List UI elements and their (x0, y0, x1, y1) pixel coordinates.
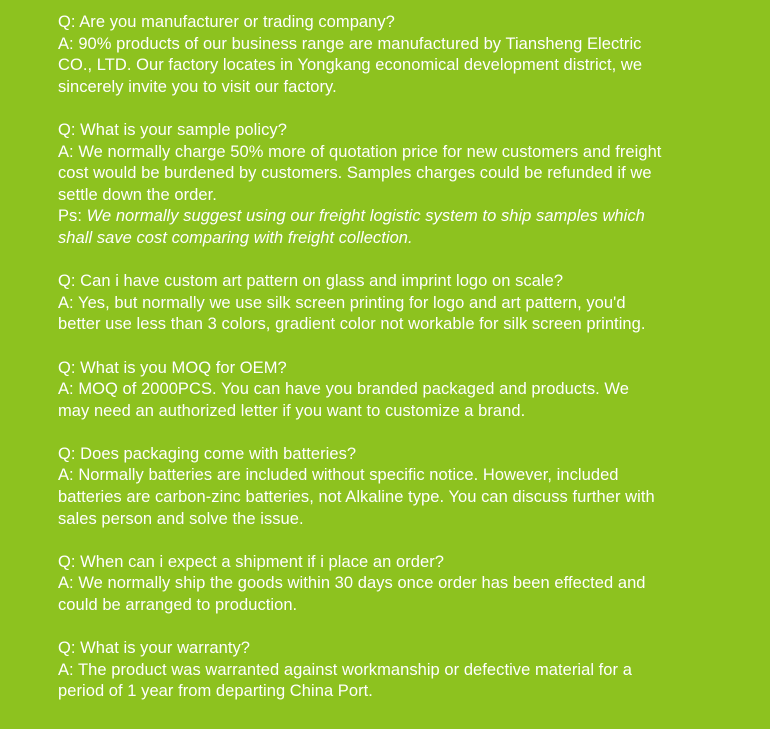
faq-question: Q: What is your warranty? (58, 639, 250, 658)
faq-ps-text: We normally suggest using our freight logistic system to ship samples which (86, 207, 645, 226)
faq-question: Q: What is you MOQ for OEM? (58, 358, 287, 377)
faq-ps-text: shall save cost comparing with freight collection. (58, 228, 413, 247)
faq-answer-line: may need an authorized letter if you want to customize a brand. (58, 401, 526, 420)
faq-item-shipment (58, 552, 730, 617)
faq-item-manufacturer (58, 12, 730, 98)
faq-item-sample-policy (58, 120, 730, 250)
faq-item-moq (58, 358, 730, 423)
faq-answer-line: A: 90% products of our business range are manufactured by Tiansheng Electric (58, 34, 642, 53)
faq-answer-line: settle down the order. (58, 185, 217, 204)
faq-answer-line: sales person and solve the issue. (58, 509, 304, 528)
faq-answer-line: A: MOQ of 2000PCS. You can have you branded packaged and products. We (58, 380, 629, 399)
faq-answer-line: A: Normally batteries are included without specific notice. However, included (58, 466, 619, 485)
faq-answer-line: A: We normally charge 50% more of quotation price for new customers and freight (58, 142, 662, 161)
faq-ps-label: Ps: (58, 207, 82, 226)
faq-answer-line: A: Yes, but normally we use silk screen printing for logo and art pattern, you'd (58, 293, 626, 312)
faq-question: Q: What is your sample policy? (58, 120, 287, 139)
faq-answer-line: CO., LTD. Our factory locates in Yongkang economical development district, we (58, 56, 643, 75)
faq-question: Q: Are you manufacturer or trading company? (58, 13, 395, 31)
faq-question: Q: Can i have custom art pattern on glass and imprint logo on scale? (58, 272, 564, 291)
faq-answer-line: A: The product was warranted against workmanship or defective material for a (58, 660, 632, 679)
faq-answer-line: A: We normally ship the goods within 30 days once order has been effected and (58, 574, 646, 593)
faq-item-warranty (58, 638, 730, 703)
faq-question: Q: Does packaging come with batteries? (58, 444, 357, 463)
faq-ps-line (58, 206, 730, 228)
faq-item-custom-art (58, 271, 730, 336)
faq-answer-line: cost would be burdened by customers. Samples charges could be refunded if we (58, 164, 652, 183)
faq-answer-line: period of 1 year from departing China Port. (58, 682, 373, 701)
faq-answer-line: batteries are carbon-zinc batteries, not Alkaline type. You can discuss further with (58, 488, 655, 507)
faq-answer-line: better use less than 3 colors, gradient color not workable for silk screen printing. (58, 315, 646, 334)
faq-answer-line: sincerely invite you to visit our factory. (58, 77, 337, 96)
faq-item-batteries (58, 444, 730, 530)
faq-answer-line: could be arranged to production. (58, 596, 298, 615)
faq-question: Q: When can i expect a shipment if i place an order? (58, 552, 444, 571)
